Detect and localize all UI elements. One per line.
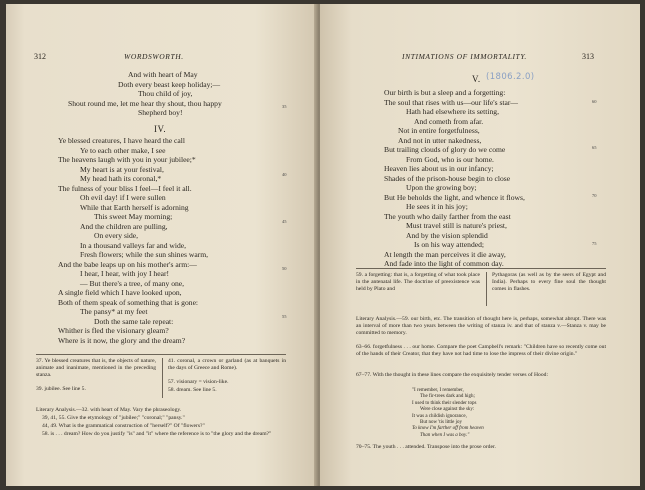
verse-top-lines <box>68 70 298 118</box>
quote-line: I used to think their slender tops <box>412 400 477 406</box>
verse-line: Shout round me, let me hear thy shout, thou happy <box>68 98 222 108</box>
verse-line: But trailing clouds of glory do we come <box>384 145 506 154</box>
stanza-v-lines <box>384 88 624 269</box>
line-number: 45 <box>282 219 287 224</box>
line-number: 35 <box>282 104 287 109</box>
analysis-right-2: 63–66. forgetfulness . . . our home. Compare the poet Campbell's remark: "Children have so recently come out of the hands of their Creator, that they have not had time to lose the impress of their divine origin." <box>356 344 606 357</box>
verse-line: At length the man perceives it die away, <box>384 249 506 259</box>
hood-quote <box>412 388 582 439</box>
verse-line: From God, who is our home. <box>406 154 494 164</box>
verse-line: And the babe leaps up on his mother's arm:— <box>58 259 197 269</box>
line-number: 75 <box>592 241 597 246</box>
verse-line: Not in entire forgetfulness, <box>398 126 480 135</box>
verse-line: Must travel still is nature's priest, <box>406 221 507 230</box>
verse-line: Our birth is but a sleep and a forgetting: <box>384 88 506 97</box>
quote-line: To know I'm farther off from heaven <box>412 426 484 432</box>
quote-line: Than when I was a boy." <box>420 432 470 438</box>
quote-line: It was a childish ignorance, <box>412 413 467 419</box>
verse-line: The fulness of your bliss I feel—I feel it all. <box>58 183 192 193</box>
analysis-left-2: 39, 41, 55. Give the etymology of "jubilee;" "coronal;" "pansy." <box>42 415 185 421</box>
stanza-label-v: V. <box>472 74 481 84</box>
verse-line: Hath had elsewhere its setting, <box>406 107 499 116</box>
line-number: 70 <box>592 193 597 198</box>
verse-line: Thou child of joy, <box>138 89 193 98</box>
verse-line: A single field which I have looked upon, <box>58 288 182 297</box>
verse-line: And fade into the light of common day. <box>384 259 504 268</box>
verse-line: Whither is fled the visionary gleam? <box>58 326 169 335</box>
note-59-right: Pythagoras (as well as by the seers of Egypt and India). Perhaps to every fine soul the thought comes in flashes. <box>492 272 606 292</box>
verse-line: The youth who daily farther from the east <box>384 211 511 221</box>
verse-line: The soul that rises with us—our life's star— <box>384 97 519 107</box>
verse-line: Shades of the prison-house begin to close <box>384 173 511 183</box>
notes-column-divider <box>162 358 163 398</box>
verse-line: Heaven lies about us in our infancy; <box>384 164 494 173</box>
verse-line: Shepherd boy! <box>138 108 183 117</box>
verse-line: Ye blessed creatures, I have heard the call <box>58 136 186 145</box>
verse-line: And the children are pulling, <box>80 221 168 231</box>
stanza-label-iv: IV. <box>154 124 167 134</box>
note-58: 58. dream. See line 5. <box>168 387 217 393</box>
quote-line: But now 'tis little joy <box>420 420 463 426</box>
notes-rule <box>356 268 606 269</box>
verse-line: Both of them speak of something that is gone: <box>58 297 199 307</box>
verse-line: And cometh from afar. <box>414 116 484 126</box>
note-39: 39. jubilee. See line 5. <box>36 386 86 392</box>
note-70-75: 70–75. The youth . . . attended. Transpose into the prose order. <box>356 444 496 450</box>
verse-line: The pansy* at my feet <box>80 307 148 316</box>
analysis-left-4: 58. is . . . dream? How do you justify "is" and "it" where the reference is to "the glory and the dream?" <box>42 431 272 437</box>
verse-line: In a thousand valleys far and wide, <box>80 240 187 250</box>
running-head-right: INTIMATIONS OF IMMORTALITY. <box>402 52 527 61</box>
verse-line: I hear, I hear, with joy I hear! <box>80 269 169 278</box>
analysis-left-3: 44, 49. What is the grammatical construction of "herself?" Of "flowers?" <box>42 423 205 429</box>
note-41: 41. coronal, a crown or garland (as at banquets in the days of Greece and Rome). <box>168 358 286 371</box>
verse-line: Doth every beast keep holiday;— <box>118 79 221 89</box>
verse-line: Fresh flowers; while the sun shines warm, <box>80 250 209 259</box>
right-page <box>320 4 640 486</box>
page-number-right: 313 <box>582 52 594 61</box>
note-59-left: 59. a forgetting: that is, a forgetting of what took place in the antenatal life. The doctrine of preexistence was held by Plato and <box>356 272 480 292</box>
verse-line: On every side, <box>94 231 139 240</box>
analysis-right-1: Literary Analysis.—59. our birth, etc. The transition of thought here is, perhaps, somewhat abrupt. There was an interval of more than two years between the writing of stanza iv. and that of stanza v.—Stanza v. may be committed to memory. <box>356 316 606 336</box>
analysis-right-3: 67–77. With the thought in these lines compare the exquisitely tender verses of Hood: <box>356 372 548 378</box>
verse-line: This sweet May morning; <box>94 212 173 221</box>
quote-line: Were close against the sky: <box>420 407 475 413</box>
running-head-left: WORDSWORTH. <box>124 52 184 61</box>
verse-line: Ye to each other make, I see <box>80 145 166 155</box>
line-number: 40 <box>282 172 287 177</box>
pencil-annotation: (1806.2.0) <box>486 72 535 82</box>
verse-line: He sees it in his joy; <box>406 202 468 211</box>
analysis-left-1: Literary Analysis.—32. with heart of May. Vary the phraseology. <box>36 407 182 413</box>
verse-line: — But there's a tree, of many one, <box>80 278 185 288</box>
line-number: 55 <box>282 314 287 319</box>
verse-line: And by the vision splendid <box>406 230 488 240</box>
left-page <box>6 4 318 486</box>
notes-rule <box>36 354 286 355</box>
quote-line: The fir-trees dark and high; <box>420 394 475 400</box>
line-number: 65 <box>592 145 597 150</box>
verse-line: Where is it now, the glory and the dream? <box>58 335 186 345</box>
stanza-iv-lines <box>58 136 298 345</box>
verse-line: Doth the same tale repeat: <box>94 316 174 326</box>
verse-line: Oh evil day! if I were sullen <box>80 193 166 202</box>
verse-line: While that Earth herself is adorning <box>80 202 189 212</box>
verse-line: The heavens laugh with you in your jubilee;* <box>58 155 196 164</box>
verse-line: Is on his way attended; <box>414 240 485 249</box>
note-57: 57. visionary = vision-like. <box>168 379 229 385</box>
verse-line: And with heart of May <box>128 70 198 79</box>
quote-line: "I remember, I remember, <box>412 388 464 393</box>
notes-column-divider <box>486 272 487 306</box>
verse-line: My heart is at your festival, <box>80 164 164 174</box>
verse-line: And not in utter nakedness, <box>398 135 482 145</box>
verse-line: But He beholds the light, and whence it flows, <box>384 192 525 202</box>
verse-line: My head hath its coronal,* <box>80 174 162 183</box>
line-number: 50 <box>282 266 287 271</box>
page-number-left: 312 <box>34 52 46 61</box>
note-37: 37. Ye blessed creatures that is, the objects of nature, animate and inanimate, mentioned in the preceding stanza. <box>36 358 156 378</box>
verse-line: Upon the growing boy; <box>406 183 477 192</box>
line-number: 60 <box>592 99 597 104</box>
